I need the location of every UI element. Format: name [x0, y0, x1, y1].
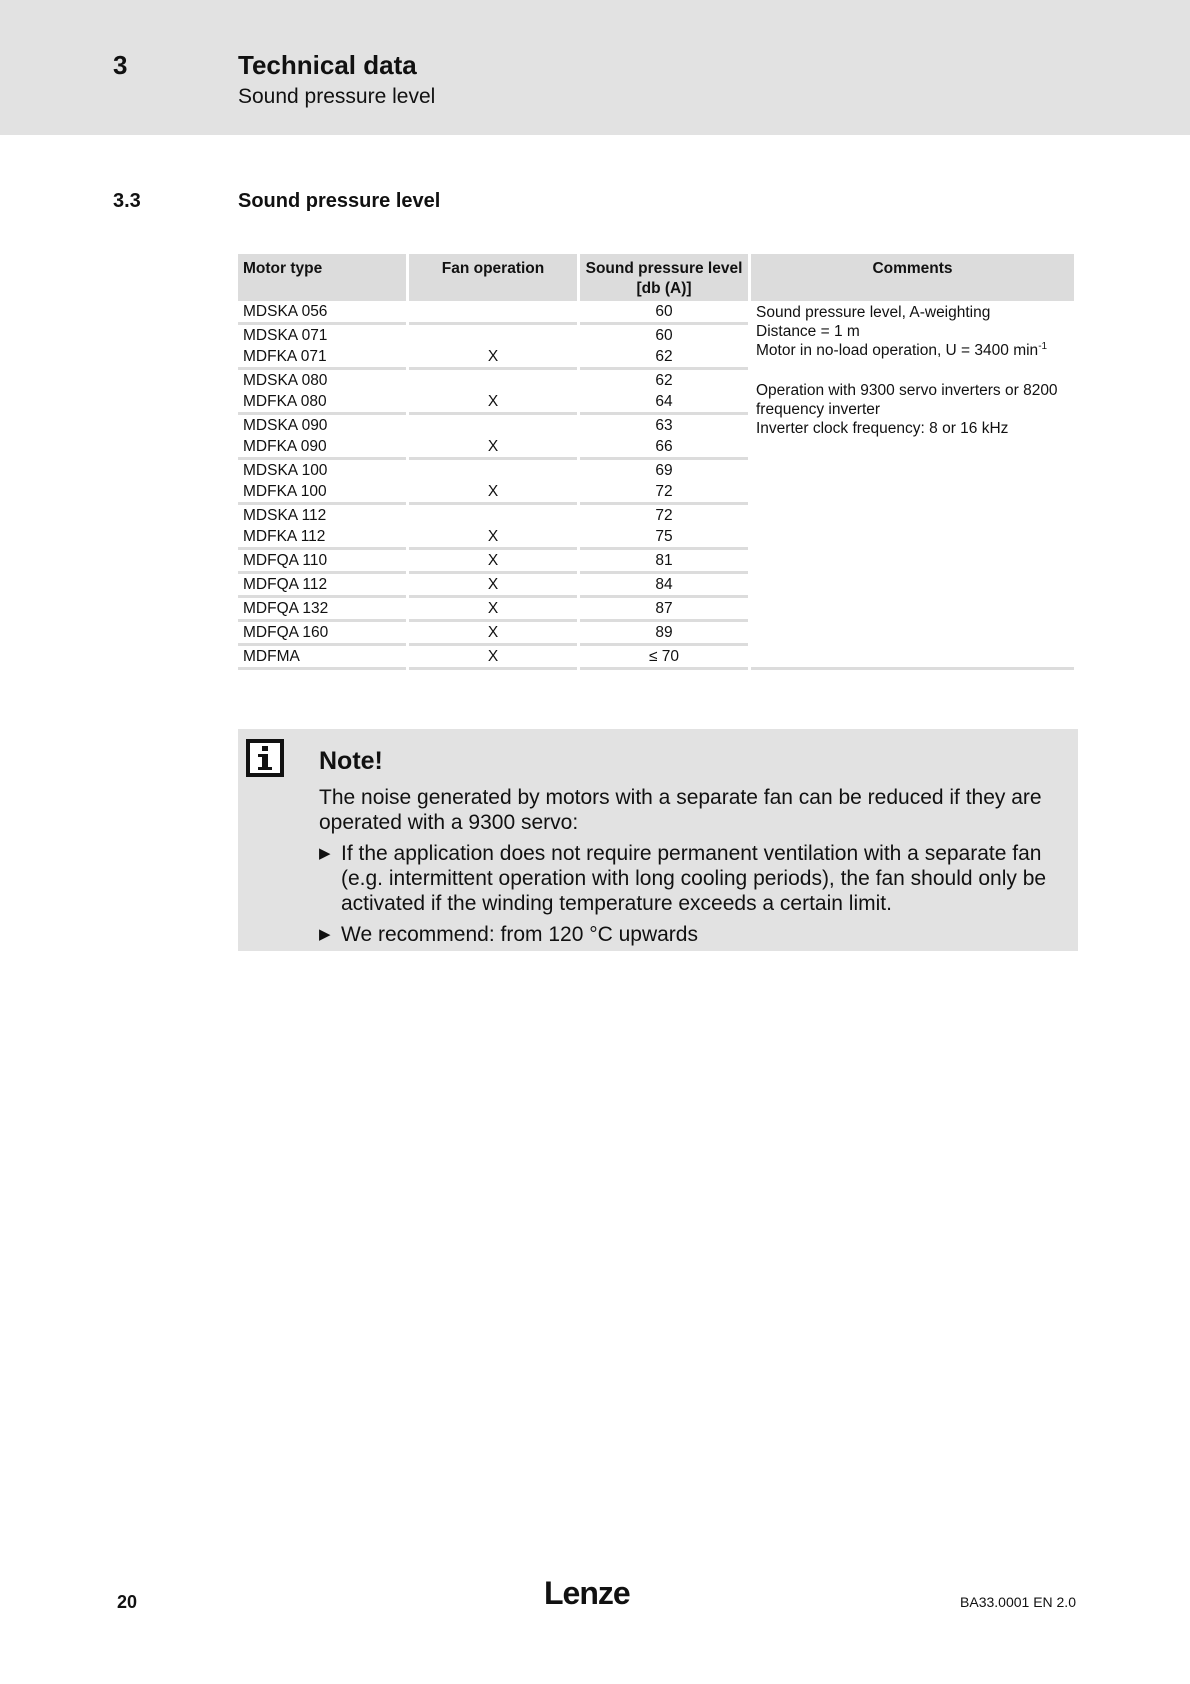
- level-value: 87: [655, 600, 673, 617]
- fan-mark: X: [487, 600, 499, 617]
- fan-cell: [409, 550, 577, 574]
- motor-type: MDSKA 112: [243, 507, 327, 524]
- motor-type: MDSKA 100: [243, 462, 328, 479]
- fan-cell: [409, 415, 577, 460]
- level-cell: [580, 646, 748, 670]
- comment-line3-superscript: -1: [1038, 340, 1048, 352]
- lenze-logo: Lenze: [544, 1575, 630, 1611]
- section-number: 3.3: [113, 190, 141, 212]
- info-glyph: [253, 745, 277, 771]
- motor-type: MDFKA 090: [243, 438, 327, 455]
- comment-line: Operation with 9300 servo inverters or 8200 frequency inverter: [756, 382, 1058, 418]
- motor-type-cell: [238, 598, 406, 622]
- motor-type: MDFQA 110: [243, 552, 328, 569]
- motor-type: MDSKA 080: [243, 372, 328, 389]
- chapter-number: 3: [113, 50, 128, 80]
- triangle-bullet-icon: ▶: [319, 926, 331, 943]
- note-box: [238, 729, 1078, 951]
- fan-cell: [409, 370, 577, 415]
- header-spl-line2: [db (A)]: [636, 280, 692, 297]
- level-cell: [580, 598, 748, 622]
- motor-type-cell: [238, 415, 406, 460]
- note-bullet-text: If the application does not require permanent ventilation with a separate fan (e.g. intermittent operation with long cooling periods), the fan should only be activated if the winding temperature exceeds a certain limit.: [341, 842, 1047, 915]
- motor-type: MDFKA 080: [243, 393, 327, 410]
- motor-type-cell: [238, 505, 406, 550]
- fan-mark: X: [487, 648, 499, 665]
- level-value: 72: [655, 507, 673, 524]
- level-cell: [580, 550, 748, 574]
- motor-type: MDFKA 100: [243, 483, 327, 500]
- level-value: 84: [655, 576, 673, 593]
- motor-type-cell: [238, 646, 406, 670]
- table-header-row: [238, 254, 1074, 301]
- motor-type-cell: [238, 550, 406, 574]
- triangle-bullet-icon: ▶: [319, 845, 331, 862]
- comment-line: [756, 341, 1069, 360]
- level-cell: [580, 505, 748, 550]
- fan-cell: [409, 301, 577, 325]
- level-value: 75: [655, 528, 673, 545]
- motor-type: MDFMA: [243, 648, 300, 665]
- motor-type: MDSKA 090: [243, 417, 328, 434]
- level-value: 60: [655, 327, 673, 344]
- fan-mark: X: [487, 576, 499, 593]
- header-fan-operation: Fan operation: [409, 254, 577, 301]
- info-icon: [246, 739, 284, 777]
- motor-type: MDFKA 112: [243, 528, 326, 545]
- motor-type: MDFKA 071: [243, 348, 327, 365]
- motor-type-cell: [238, 301, 406, 325]
- fan-mark: X: [487, 483, 499, 500]
- motor-type-cell: [238, 325, 406, 370]
- note-bullet-text: We recommend: from 120 °C upwards: [341, 923, 698, 946]
- fan-mark: X: [487, 348, 499, 365]
- motor-type-cell: [238, 622, 406, 646]
- comment-spacer: [756, 360, 1069, 381]
- chapter-title: Technical data: [238, 50, 417, 80]
- level-value: 72: [655, 483, 673, 500]
- fan-cell: [409, 460, 577, 505]
- note-text: The noise generated by motors with a separate fan can be reduced if they are operated with a 9300 servo:: [319, 786, 1042, 834]
- document-id: BA33.0001 EN 2.0: [960, 1594, 1076, 1610]
- level-value: ≤ 70: [648, 648, 680, 665]
- fan-mark: X: [487, 438, 499, 455]
- fan-mark: X: [487, 552, 499, 569]
- comment-line: Distance = 1 m: [756, 323, 860, 340]
- comment-line3-text: Motor in no-load operation, U = 3400 min: [756, 342, 1039, 359]
- fan-mark: X: [487, 624, 499, 641]
- note-bullet-list: [319, 841, 1069, 953]
- motor-type: MDFQA 112: [243, 576, 328, 593]
- level-cell: [580, 325, 748, 370]
- level-cell: [580, 460, 748, 505]
- level-value: 62: [655, 348, 673, 365]
- header-comments: Comments: [751, 254, 1074, 301]
- note-title: Note!: [319, 747, 383, 775]
- level-value: 89: [655, 624, 673, 641]
- section-title: Sound pressure level: [238, 190, 441, 212]
- level-cell: [580, 622, 748, 646]
- note-bullet-item: [319, 841, 1069, 916]
- fan-cell: [409, 646, 577, 670]
- fan-mark: X: [487, 393, 499, 410]
- fan-cell: [409, 574, 577, 598]
- comment-line: Sound pressure level, A-weighting: [756, 304, 991, 321]
- comment-line: Inverter clock frequency: 8 or 16 kHz: [756, 420, 1009, 437]
- fan-cell: [409, 505, 577, 550]
- header-spl-line1: Sound pressure level: [585, 260, 743, 277]
- motor-type: MDSKA 071: [243, 327, 328, 344]
- page-number: 20: [117, 1592, 138, 1612]
- level-value: 63: [655, 417, 673, 434]
- level-value: 62: [655, 372, 673, 389]
- fan-cell: [409, 325, 577, 370]
- level-value: 64: [655, 393, 673, 410]
- motor-type: MDSKA 056: [243, 303, 328, 320]
- chapter-subtitle: Sound pressure level: [238, 85, 436, 108]
- motor-type-cell: [238, 370, 406, 415]
- motor-type-cell: [238, 574, 406, 598]
- table-row: [238, 301, 1074, 325]
- note-bullet-item: [319, 922, 1069, 947]
- header-motor-type: Motor type: [238, 254, 406, 301]
- level-cell: [580, 415, 748, 460]
- sound-pressure-table: [235, 254, 1077, 670]
- level-cell: [580, 574, 748, 598]
- motor-type-cell: [238, 460, 406, 505]
- level-cell: [580, 370, 748, 415]
- level-value: 81: [655, 552, 673, 569]
- level-value: 60: [655, 303, 673, 320]
- level-cell: [580, 301, 748, 325]
- motor-type: MDFQA 160: [243, 624, 329, 641]
- motor-type: MDFQA 132: [243, 600, 329, 617]
- level-value: 66: [655, 438, 673, 455]
- fan-mark: X: [487, 528, 499, 545]
- header-sound-pressure-level: [580, 254, 748, 301]
- comments-cell: [751, 301, 1074, 670]
- fan-cell: [409, 622, 577, 646]
- chapter-header-band: [0, 0, 1190, 135]
- fan-cell: [409, 598, 577, 622]
- level-value: 69: [655, 462, 673, 479]
